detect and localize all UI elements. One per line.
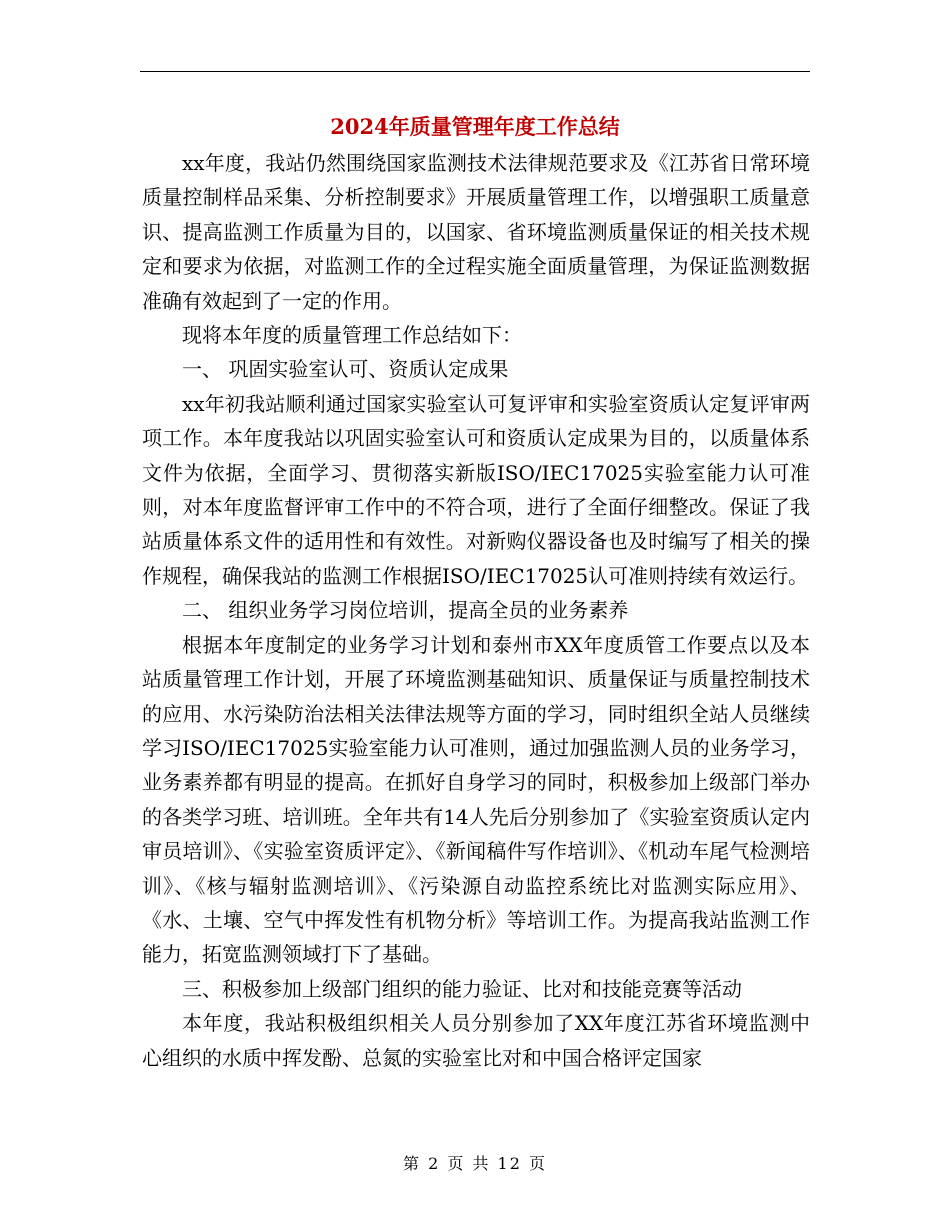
document-title: 2024年质量管理年度工作总结	[330, 114, 620, 139]
paragraph-section-1: xx年初我站顺利通过国家实验室认可复评审和实验室资质认定复评审两项工作。本年度我站以巩固实验室认可和资质认定成果为目的，以质量体系文件为依据，全面学习、贯彻落实新版ISO/IEC17025实验室能力认可准则，对本年度监督评审工作中的不符合项，进行了全面仔细整改。保证了我站质量体系文件的适用性和有效性。对新购仪器设备也及时编写了相关的操作规程，确保我站的监测工作根据ISO/IEC17025认可准则持续有效运行。	[142, 391, 810, 588]
paragraph-section-3: 本年度，我站积极组织相关人员分别参加了XX年度江苏省环境监测中心组织的水质中挥发酚、总氮的实验室比对和中国合格评定国家	[142, 1011, 810, 1070]
section-heading-2: 二、 组织业务学习岗位培训，提高全员的业务素养	[182, 598, 629, 623]
page-footer: 第 2 页 共 12 页	[403, 1154, 547, 1173]
document-body	[142, 146, 810, 1075]
header-rule	[140, 71, 810, 72]
paragraph-summary-lead: 现将本年度的质量管理工作总结如下：	[182, 323, 522, 348]
section-heading-3: 三、积极参加上级部门组织的能力验证、比对和技能竞赛等活动	[182, 976, 742, 1001]
section-heading-1: 一、 巩固实验室认可、资质认定成果	[182, 357, 509, 382]
paragraph-intro: xx年度，我站仍然围绕国家监测技术法律规范要求及《江苏省日常环境质量控制样品采集、分析控制要求》开展质量管理工作，以增强职工质量意识、提高监测工作质量为目的，以国家、省环境监测质量保证的相关技术规定和要求为依据，对监测工作的全过程实施全面质量管理，为保证监测数据准确有效起到了一定的作用。	[142, 151, 810, 313]
paragraph-section-2: 根据本年度制定的业务学习计划和泰州市XX年度质管工作要点以及本站质量管理工作计划，开展了环境监测基础知识、质量保证与质量控制技术的应用、水污染防治法相关法律法规等方面的学习，同时组织全站人员继续学习ISO/IEC17025实验室能力认可准则，通过加强监测人员的业务学习，业务素养都有明显的提高。在抓好自身学习的同时，积极参加上级部门举办的各类学习班、培训班。全年共有14人先后分别参加了《实验室资质认定内审员培训》、《实验室资质评定》、《新闻稿件写作培训》、《机动车尾气检测培训》、《核与辐射监测培训》、《污染源自动监控系统比对监测实际应用》、《水、土壤、空气中挥发性有机物分析》等培训工作。为提高我站监测工作能力，拓宽监测领域打下了基础。	[142, 632, 810, 967]
